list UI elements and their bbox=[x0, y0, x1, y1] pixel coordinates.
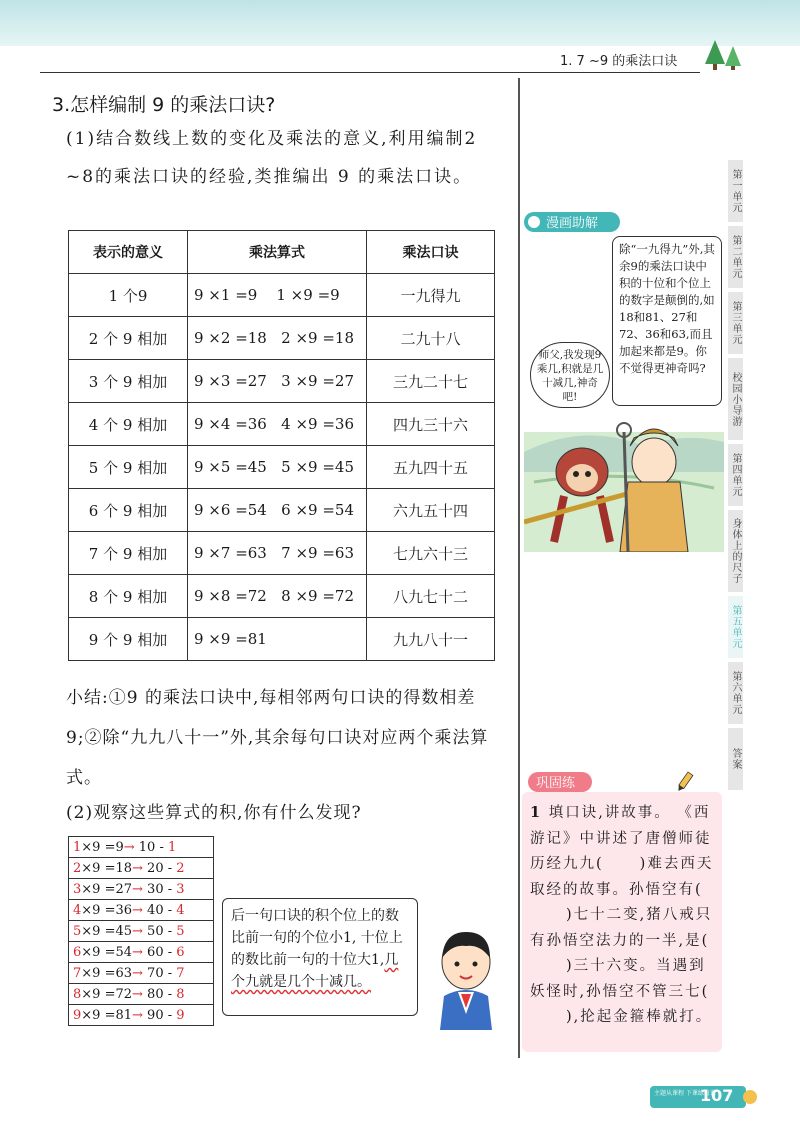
pattern-row bbox=[69, 1005, 214, 1026]
pattern-cell bbox=[69, 879, 214, 900]
pattern-tens: 30 bbox=[147, 881, 164, 897]
table-header-row bbox=[69, 231, 495, 274]
pencil-icon bbox=[676, 772, 693, 793]
pattern-product: ×9 =27 bbox=[81, 881, 133, 897]
minus-sign: - bbox=[163, 860, 177, 876]
practice-text-3: )七十二变,猪八戒只有孙悟空法力的一半,是( bbox=[530, 907, 713, 949]
comic-label-badge bbox=[524, 212, 620, 232]
tree-icon bbox=[703, 38, 743, 70]
column-divider bbox=[518, 78, 520, 1058]
minus-sign: - bbox=[163, 881, 177, 897]
minus-sign: - bbox=[163, 965, 177, 981]
pattern-row bbox=[69, 900, 214, 921]
pattern-tens: 60 bbox=[147, 944, 164, 960]
pattern-row bbox=[69, 963, 214, 984]
table-row bbox=[69, 360, 495, 403]
page-number: 107 bbox=[700, 1086, 734, 1105]
pattern-ones: 5 bbox=[176, 923, 185, 939]
pattern-cell bbox=[69, 921, 214, 942]
pattern-tens: 50 bbox=[147, 923, 164, 939]
practice-text-4: )三十六变。当遇到妖怪时,孙悟空不管三七( bbox=[530, 958, 710, 1000]
header-formula: 乘法算式 bbox=[188, 231, 367, 274]
pattern-ones: 9 bbox=[176, 1007, 185, 1023]
practice-label: 巩固练 bbox=[536, 776, 576, 791]
pattern-row bbox=[69, 858, 214, 879]
pattern-cell bbox=[69, 858, 214, 879]
bubble-underlined-text: 几个九就是几个十减几。 bbox=[231, 952, 399, 990]
pattern-factor: 9 bbox=[73, 1007, 82, 1023]
pattern-cell bbox=[69, 984, 214, 1005]
pattern-row bbox=[69, 837, 214, 858]
cell-rhyme: 三九二十七 bbox=[367, 360, 495, 403]
cell-formula: 9 ×4 =36 4 ×9 =36 bbox=[188, 403, 367, 446]
pattern-cell bbox=[69, 837, 214, 858]
arrow-icon: → bbox=[132, 860, 148, 876]
arrow-icon: → bbox=[132, 902, 148, 918]
arrow-icon: → bbox=[132, 881, 148, 897]
tab-body-ruler[interactable]: 身体上的尺子 bbox=[728, 510, 743, 596]
pattern-factor: 5 bbox=[73, 923, 82, 939]
arrow-icon: → bbox=[132, 1007, 148, 1023]
pattern-ones: 8 bbox=[176, 986, 185, 1002]
table-row bbox=[69, 403, 495, 446]
pattern-factor: 3 bbox=[73, 881, 82, 897]
pattern-ones: 7 bbox=[176, 965, 185, 981]
pattern-product: ×9 =18 bbox=[81, 860, 133, 876]
practice-number: 1 bbox=[530, 804, 543, 821]
pattern-product: ×9 =63 bbox=[81, 965, 133, 981]
question-title: 3.怎样编制 9 的乘法口诀? bbox=[52, 94, 276, 116]
pattern-ones: 3 bbox=[176, 881, 185, 897]
pattern-cell bbox=[69, 942, 214, 963]
minus-sign: - bbox=[163, 986, 177, 1002]
table-row bbox=[69, 532, 495, 575]
pattern-ones: 6 bbox=[176, 944, 185, 960]
cell-meaning: 8 个 9 相加 bbox=[69, 575, 188, 618]
tab-unit-1[interactable]: 第一单元 bbox=[728, 160, 743, 226]
pattern-tens: 10 bbox=[138, 839, 156, 855]
minus-sign: - bbox=[163, 1007, 177, 1023]
cell-formula: 9 ×6 =54 6 ×9 =54 bbox=[188, 489, 367, 532]
chapter-title: 1. 7 ~9 的乘法口诀 bbox=[560, 54, 678, 69]
cell-meaning: 4 个 9 相加 bbox=[69, 403, 188, 446]
pattern-tens: 70 bbox=[147, 965, 164, 981]
header-rule bbox=[40, 72, 700, 73]
pattern-factor: 4 bbox=[73, 902, 82, 918]
pattern-row bbox=[69, 879, 214, 900]
practice-text-2: )难去西天取经的故事。孙悟空有( bbox=[530, 856, 714, 898]
footer-small-text: 主题从课程 下课练习课 bbox=[654, 1090, 716, 1097]
pattern-product: ×9 =54 bbox=[81, 944, 133, 960]
arrow-icon: → bbox=[132, 965, 148, 981]
practice-title: 填口诀,讲故事。 bbox=[548, 805, 671, 821]
comic-label: 漫画助解 bbox=[546, 216, 599, 231]
arrow-icon: → bbox=[132, 986, 148, 1002]
arrow-icon: → bbox=[132, 944, 148, 960]
tab-unit-6[interactable]: 第六单元 bbox=[728, 662, 743, 728]
pattern-cell bbox=[69, 900, 214, 921]
cell-meaning: 3 个 9 相加 bbox=[69, 360, 188, 403]
pattern-row bbox=[69, 942, 214, 963]
cell-rhyme: 五九四十五 bbox=[367, 446, 495, 489]
cell-meaning: 5 个 9 相加 bbox=[69, 446, 188, 489]
tab-answers[interactable]: 答案 bbox=[728, 728, 743, 794]
table-row bbox=[69, 446, 495, 489]
arrow-icon: → bbox=[123, 839, 139, 855]
boy-illustration bbox=[430, 918, 502, 1030]
pattern-factor: 8 bbox=[73, 986, 82, 1002]
header-meaning: 表示的意义 bbox=[69, 231, 188, 274]
cell-meaning: 1 个9 bbox=[69, 274, 188, 317]
cell-rhyme: 八九七十二 bbox=[367, 575, 495, 618]
pattern-ones: 4 bbox=[176, 902, 185, 918]
practice-text-5: ),抡起金箍棒就打。 bbox=[566, 1009, 713, 1025]
monkey-speech-bubble: 师父,我发现9乘几,积就是几十减几,神奇吧! bbox=[530, 342, 610, 408]
cell-formula: 9 ×9 =81 bbox=[188, 618, 367, 661]
cell-rhyme: 七九六十三 bbox=[367, 532, 495, 575]
pattern-factor: 2 bbox=[73, 860, 82, 876]
cell-rhyme: 一九得九 bbox=[367, 274, 495, 317]
pattern-ones: 1 bbox=[168, 839, 177, 855]
pattern-factor: 7 bbox=[73, 965, 82, 981]
tab-unit-5[interactable]: 第五单元 bbox=[728, 596, 743, 662]
pattern-row bbox=[69, 984, 214, 1005]
pattern-tens: 20 bbox=[147, 860, 164, 876]
minus-sign: - bbox=[163, 923, 177, 939]
pattern-ones: 2 bbox=[176, 860, 185, 876]
header-rhyme: 乘法口诀 bbox=[367, 231, 495, 274]
pattern-product: ×9 =36 bbox=[81, 902, 133, 918]
pattern-tens: 40 bbox=[147, 902, 164, 918]
tab-campus-guide[interactable]: 校园小导游 bbox=[728, 358, 743, 444]
practice-text-1: 《西游记》中讲述了唐僧师徒历经九九( bbox=[530, 805, 712, 872]
pattern-tens: 90 bbox=[147, 1007, 164, 1023]
table-row bbox=[69, 274, 495, 317]
cell-rhyme: 二九十八 bbox=[367, 317, 495, 360]
tab-unit-3[interactable]: 第三单元 bbox=[728, 292, 743, 358]
minus-sign: - bbox=[163, 902, 177, 918]
cell-rhyme: 九九八十一 bbox=[367, 618, 495, 661]
cell-formula: 9 ×3 =27 3 ×9 =27 bbox=[188, 360, 367, 403]
pattern-factor: 1 bbox=[73, 839, 82, 855]
cell-rhyme: 四九三十六 bbox=[367, 403, 495, 446]
cell-formula: 9 ×7 =63 7 ×9 =63 bbox=[188, 532, 367, 575]
pattern-factor: 6 bbox=[73, 944, 82, 960]
tang-speech-bubble: 除“一九得九”外,其余9的乘法口诀中积的十位和个位上的数字是颠倒的,如18和81、27和72、36和63,而且加起来都是9。你不觉得更神奇吗? bbox=[612, 236, 722, 406]
table-row bbox=[69, 575, 495, 618]
multiplication-table bbox=[68, 230, 495, 661]
practice-label-badge bbox=[528, 770, 718, 794]
cell-formula: 9 ×2 =18 2 ×9 =18 bbox=[188, 317, 367, 360]
table-row bbox=[69, 317, 495, 360]
cell-meaning: 9 个 9 相加 bbox=[69, 618, 188, 661]
cell-meaning: 6 个 9 相加 bbox=[69, 489, 188, 532]
pattern-cell bbox=[69, 963, 214, 984]
tab-unit-4[interactable]: 第四单元 bbox=[728, 444, 743, 510]
cell-meaning: 7 个 9 相加 bbox=[69, 532, 188, 575]
bubble-text: 后一句口诀的积个位上的数比前一句的个位小1, 十位上的数比前一句的十位大1, bbox=[231, 908, 403, 968]
pattern-product: ×9 =9 bbox=[81, 839, 124, 855]
pattern-tens: 80 bbox=[147, 986, 164, 1002]
minus-sign: - bbox=[163, 944, 177, 960]
pattern-row bbox=[69, 921, 214, 942]
pattern-table bbox=[68, 836, 214, 1026]
tab-unit-2[interactable]: 第二单元 bbox=[728, 226, 743, 292]
cell-formula: 9 ×1 =9 1 ×9 =9 bbox=[188, 274, 367, 317]
minus-sign: - bbox=[155, 839, 168, 855]
table-row bbox=[69, 618, 495, 661]
summary-text: 小结:①9 的乘法口诀中,每相邻两句口诀的得数相差 9;②除“九九八十一”外,其余每句口诀对应两个乘法算式。 bbox=[66, 688, 489, 788]
question-paragraph: (1)结合数线上数的变化及乘法的意义,利用编制2 ~8的乘法口诀的经验,类推编出 9 的乘法口诀。 bbox=[66, 129, 478, 187]
top-banner bbox=[0, 0, 800, 46]
pattern-product: ×9 =81 bbox=[81, 1007, 133, 1023]
pattern-speech-bubble bbox=[222, 898, 418, 1016]
cell-formula: 9 ×5 =45 5 ×9 =45 bbox=[188, 446, 367, 489]
pattern-cell bbox=[69, 1005, 214, 1026]
question-2: (2)观察这些算式的积,你有什么发现? bbox=[66, 803, 362, 823]
cell-rhyme: 六九五十四 bbox=[367, 489, 495, 532]
pattern-product: ×9 =72 bbox=[81, 986, 133, 1002]
unit-tabs bbox=[728, 160, 772, 794]
table-row bbox=[69, 489, 495, 532]
cell-formula: 9 ×8 =72 8 ×9 =72 bbox=[188, 575, 367, 618]
pattern-product: ×9 =45 bbox=[81, 923, 133, 939]
cell-meaning: 2 个 9 相加 bbox=[69, 317, 188, 360]
practice-text bbox=[530, 800, 718, 1031]
arrow-icon: → bbox=[132, 923, 148, 939]
